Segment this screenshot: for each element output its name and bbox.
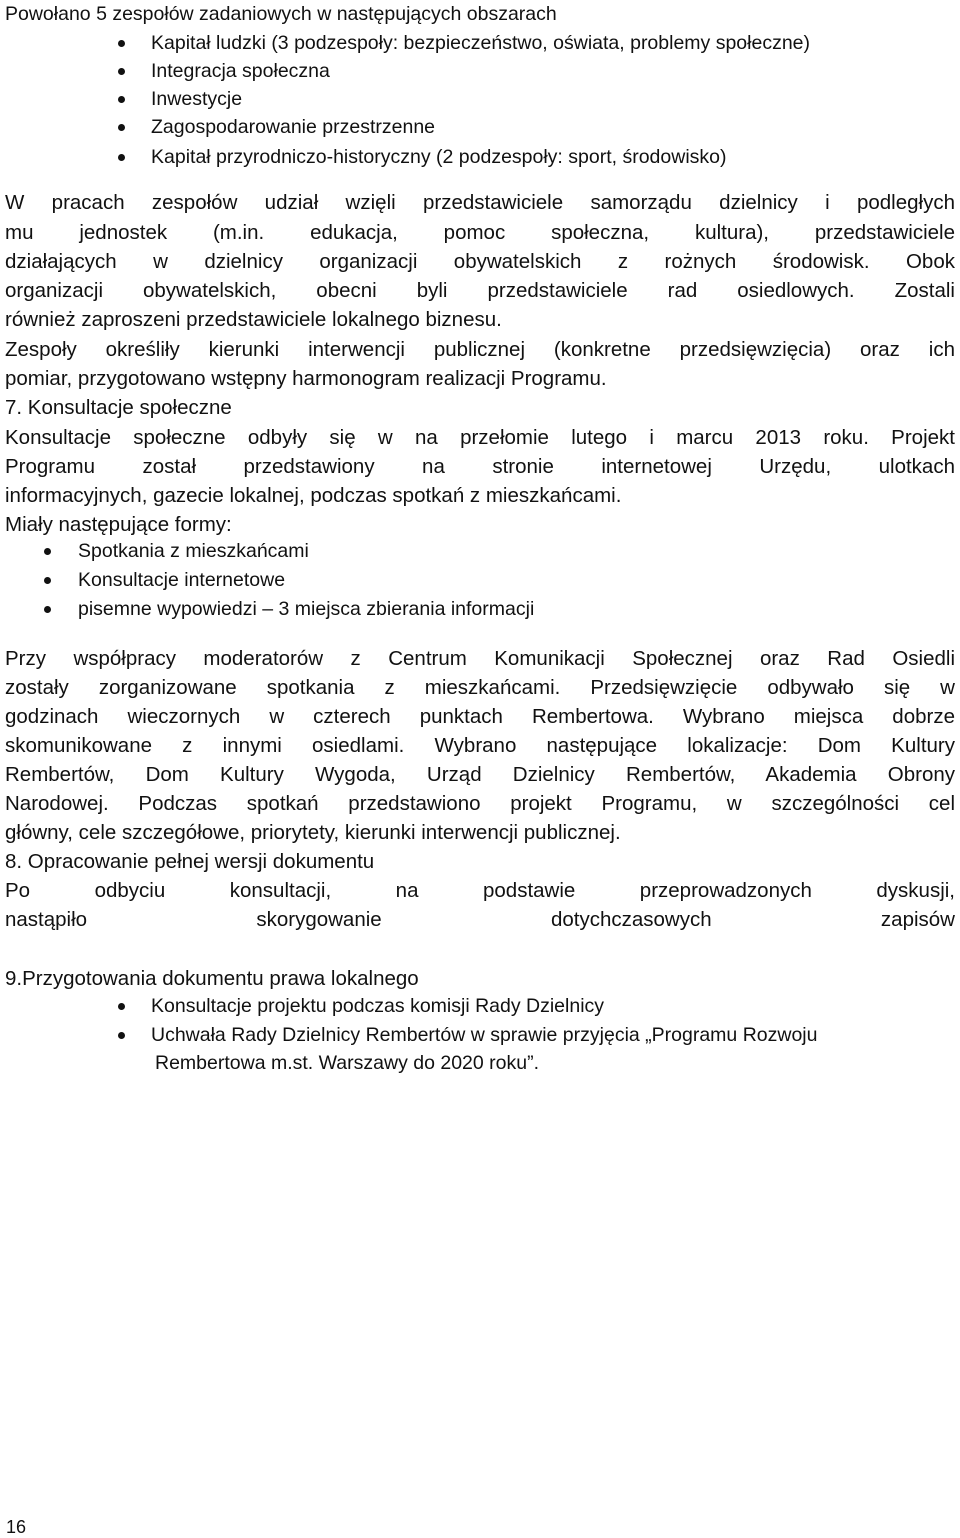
list-item: Zagospodarowanie przestrzenne [151, 116, 436, 138]
intro-line: Powołano 5 zespołów zadaniowych w następujących obszarach [5, 3, 557, 25]
bullet-icon [44, 577, 51, 584]
bullet-icon [118, 154, 125, 161]
list-item-continuation: Rembertowa m.st. Warszawy do 2020 roku”. [155, 1052, 539, 1074]
text-line: nastąpiło skorygowanie dotychczasowych zapisów [5, 908, 955, 931]
bullet-icon [118, 68, 125, 75]
text-line: mu jednostek (m.in. edukacja, pomoc społeczna, kultura), przedstawiciele [5, 221, 955, 244]
bullet-icon [118, 40, 125, 47]
list-item: Konsultacje internetowe [78, 569, 286, 591]
text-line: organizacji obywatelskich, obecni byli przedstawiciele rad osiedlowych. Zostali [5, 279, 955, 302]
text-line: pomiar, przygotowano wstępny harmonogram realizacji Programu. [5, 367, 607, 390]
section-heading-8: 8. Opracowanie pełnej wersji dokumentu [5, 850, 375, 873]
bullet-icon [118, 96, 125, 103]
list-item: pisemne wypowiedzi – 3 miejsca zbierania informacji [78, 598, 535, 620]
text-line: W pracach zespołów udział wzięli przedstawiciele samorządu dzielnicy i podległych [5, 191, 955, 214]
text-line: Rembertów, Dom Kultury Wygoda, Urząd Dzielnicy Rembertów, Akademia Obrony [5, 763, 955, 786]
text-line: Konsultacje społeczne odbyły się w na przełomie lutego i marcu 2013 roku. Projekt [5, 426, 955, 449]
text-line: działających w dzielnicy organizacji obywatelskich z rożnych środowisk. Obok [5, 250, 955, 273]
text-line: główny, cele szczegółowe, priorytety, kierunki interwencji publicznej. [5, 821, 621, 844]
bullet-icon [44, 548, 51, 555]
list-item: Inwestycje [151, 88, 243, 110]
text-line: Programu został przedstawiony na stronie internetowej Urzędu, ulotkach [5, 455, 955, 478]
section-heading-7: 7. Konsultacje społeczne [5, 396, 232, 419]
bullet-icon [118, 124, 125, 131]
text-line: zostały zorganizowane spotkania z mieszkańcami. Przedsięwzięcie odbywało się w [5, 676, 955, 699]
text-line: skomunikowane z innymi osiedlami. Wybrano następujące lokalizacje: Dom Kultury [5, 734, 955, 757]
bullet-icon [118, 1032, 125, 1039]
bullet-icon [118, 1003, 125, 1010]
list-item: Kapitał przyrodniczo-historyczny (2 podzespoły: sport, środowisko) [151, 146, 727, 168]
list-item: Integracja społeczna [151, 60, 330, 82]
list-item: Konsultacje projektu podczas komisji Rady Dzielnicy [151, 995, 605, 1017]
text-line: godzinach wieczornych w czterech punktach Rembertowa. Wybrano miejsca dobrze [5, 705, 955, 728]
list-item: Spotkania z mieszkańcami [78, 540, 309, 562]
text-line: informacyjnych, gazecie lokalnej, podczas spotkań z mieszkańcami. [5, 484, 622, 507]
forms-intro: Miały następujące formy: [5, 513, 232, 536]
page-number: 16 [6, 1517, 27, 1537]
text-line: Przy współpracy moderatorów z Centrum Komunikacji Społecznej oraz Rad Osiedli [5, 647, 955, 670]
list-item: Uchwała Rady Dzielnicy Rembertów w sprawie przyjęcia „Programu Rozwoju [151, 1024, 818, 1046]
text-line: Po odbyciu konsultacji, na podstawie przeprowadzonych dyskusji, [5, 879, 955, 902]
list-item: Kapitał ludzki (3 podzespoły: bezpieczeństwo, oświata, problemy społeczne) [151, 32, 811, 54]
text-line: również zaproszeni przedstawiciele lokalnego biznesu. [5, 308, 502, 331]
text-line: Zespoły określiły kierunki interwencji publicznej (konkretne przedsięwzięcia) oraz ich [5, 338, 955, 361]
section-heading-9: 9.Przygotowania dokumentu prawa lokalnego [5, 967, 419, 990]
text-line: Narodowej. Podczas spotkań przedstawiono projekt Programu, w szczególności cel [5, 792, 955, 815]
bullet-icon [44, 606, 51, 613]
